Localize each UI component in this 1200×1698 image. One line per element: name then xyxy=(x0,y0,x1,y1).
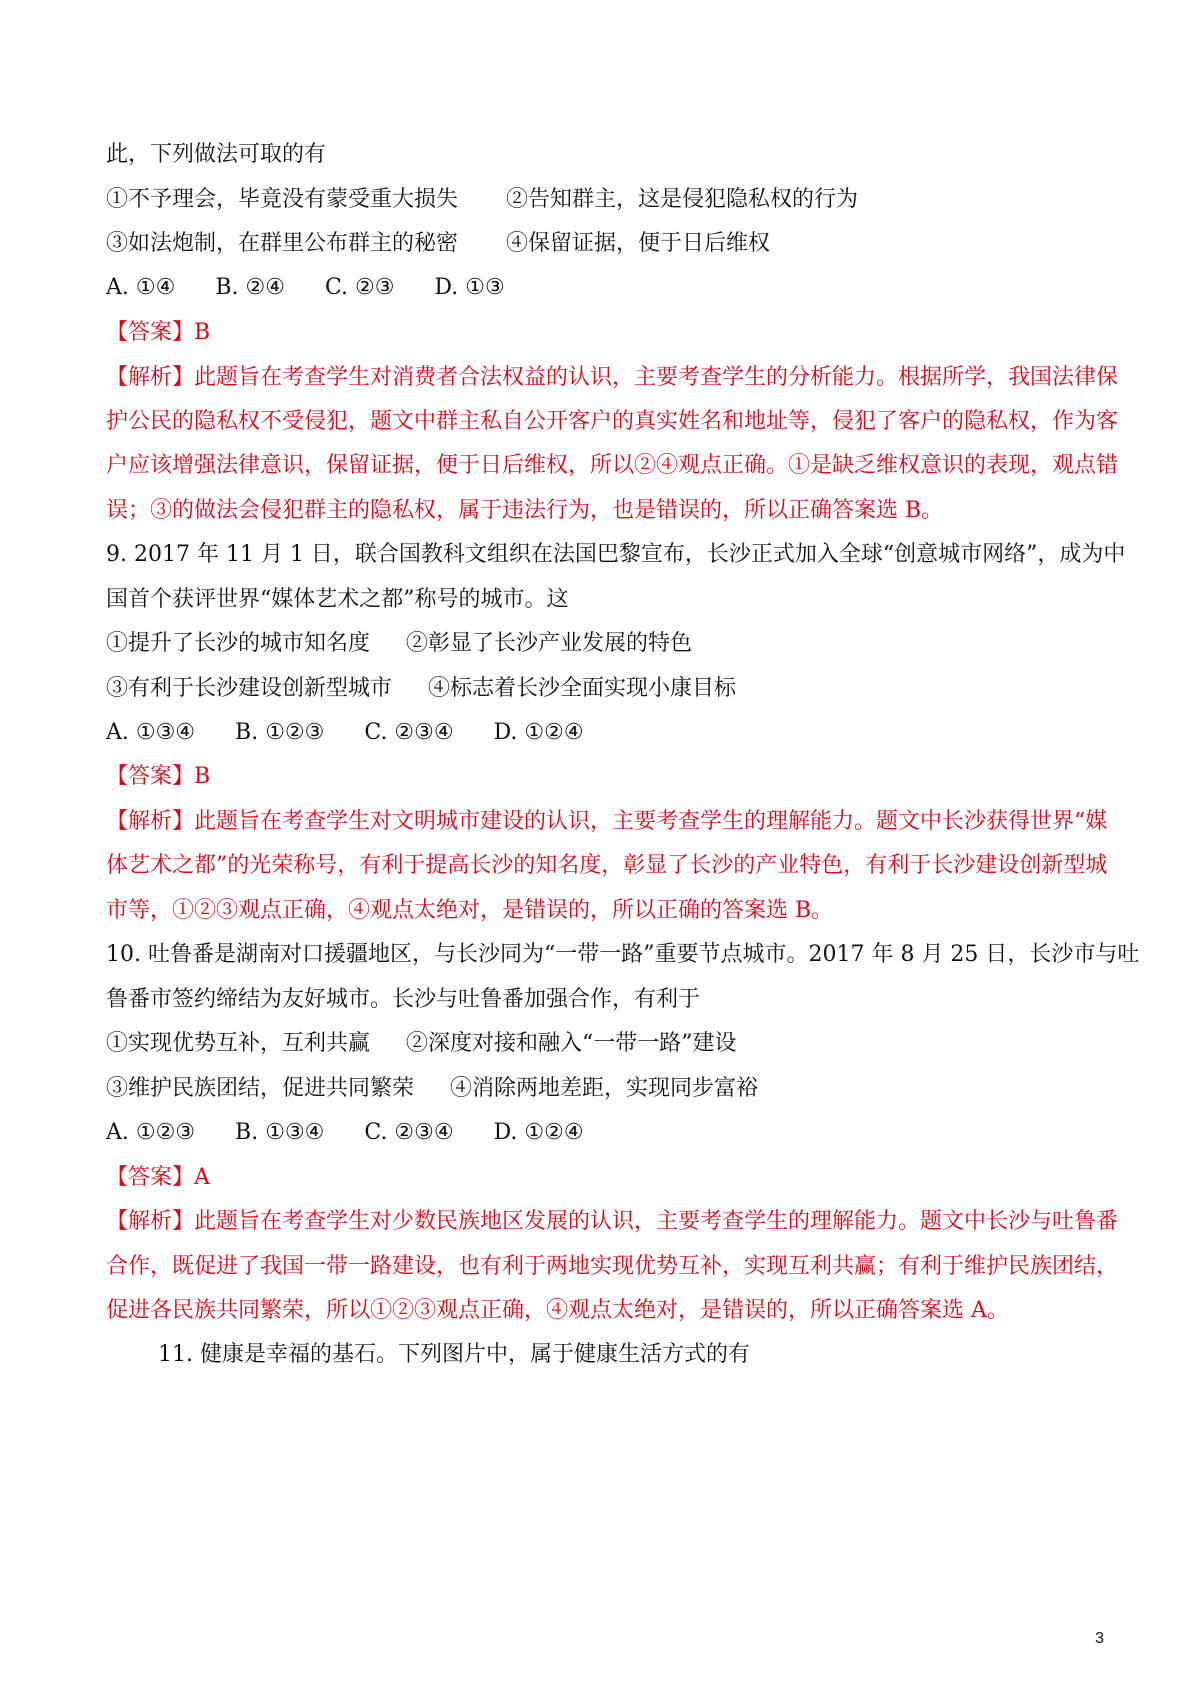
q9-analysis-line-1: 【解析】此题旨在考查学生对文明城市建设的认识，主要考查学生的理解能力。题文中长沙获得世界“媒 xyxy=(106,809,1108,834)
page-number: 3 xyxy=(1095,1630,1104,1647)
q8-analysis-line-4: 误；③的做法会侵犯群主的隐私权，属于违法行为，也是错误的，所以正确答案选 B。 xyxy=(106,498,944,523)
q9-option-1: ①提升了长沙的城市知名度 xyxy=(106,631,371,656)
q9-choice-b: B. ①②③ xyxy=(235,720,325,745)
q9-choice-c: C. ②③④ xyxy=(364,720,454,745)
q8-choice-a: A. ①④ xyxy=(106,275,176,300)
q9-stem-line-1: 9. 2017 年 11 月 1 日，联合国教科文组织在法国巴黎宣布，长沙正式加入全球“创意城市网络”，成为中 xyxy=(106,542,1126,567)
q8-analysis-line-1: 【解析】此题旨在考查学生对消费者合法权益的认识，主要考查学生的分析能力。根据所学，我国法律保 xyxy=(106,365,1119,390)
q10-stem-line-1: 10. 吐鲁番是湖南对口援疆地区，与长沙同为“一带一路”重要节点城市。2017 年 8 月 25 日，长沙市与吐 xyxy=(106,942,1140,967)
q10-choice-a: A. ①②③ xyxy=(106,1120,196,1145)
q8-choice-b: B. ②④ xyxy=(215,275,285,300)
q9-analysis-line-2: 体艺术之都”的光荣称号，有利于提高长沙的知名度，彰显了长沙的产业特色，有利于长沙建设创新型城 xyxy=(106,853,1108,878)
q8-choices xyxy=(106,273,1120,303)
q8-analysis-line-2: 护公民的隐私权不受侵犯，题文中群主私自公开客户的真实姓名和地址等，侵犯了客户的隐私权，作为客 xyxy=(106,409,1119,434)
q9-choice-d: D. ①②④ xyxy=(493,720,584,745)
q9-options-row-1 xyxy=(106,629,1120,659)
q9-choice-a: A. ①③④ xyxy=(106,720,196,745)
q8-options-row-2 xyxy=(106,229,1120,259)
q8-options-row-1 xyxy=(106,185,1120,215)
q8-stem-tail: 此，下列做法可取的有 xyxy=(106,142,327,167)
q8-option-1: ①不予理会，毕竟没有蒙受重大损失 xyxy=(106,187,459,212)
q10-analysis-line-2: 合作，既促进了我国一带一路建设，也有利于两地实现优势互补，实现互利共赢；有利于维护民族团结， xyxy=(106,1254,1119,1279)
q10-choice-d: D. ①②④ xyxy=(493,1120,584,1145)
q8-choice-c: C. ②③ xyxy=(324,275,395,300)
q10-answer: 【答案】A xyxy=(106,1165,210,1190)
q10-analysis-line-1: 【解析】此题旨在考查学生对少数民族地区发展的认识，主要考查学生的理解能力。题文中长沙与吐鲁番 xyxy=(106,1209,1119,1234)
q9-option-3: ③有利于长沙建设创新型城市 xyxy=(106,676,393,701)
q9-stem-line-2: 国首个获评世界“媒体艺术之都”称号的城市。这 xyxy=(106,587,569,612)
q9-choices xyxy=(106,718,1120,748)
q8-choice-d: D. ①③ xyxy=(434,275,505,300)
q9-option-2: ②彰显了长沙产业发展的特色 xyxy=(406,631,693,656)
q10-option-1: ①实现优势互补，互利共赢 xyxy=(106,1031,371,1056)
q8-analysis-line-3: 户应该增强法律意识，保留证据，便于日后维权，所以②④观点正确。①是缺乏维权意识的表现，观点错 xyxy=(106,453,1119,478)
q10-option-2: ②深度对接和融入“一带一路”建设 xyxy=(406,1031,737,1056)
q9-options-row-2 xyxy=(106,674,1120,704)
q10-options-row-1 xyxy=(106,1029,1120,1059)
q9-answer: 【答案】B xyxy=(106,764,211,789)
q10-stem-line-2: 鲁番市签约缔结为友好城市。长沙与吐鲁番加强合作，有利于 xyxy=(106,987,701,1012)
q8-option-4: ④保留证据，便于日后维权 xyxy=(506,231,771,256)
q11-stem: 11. 健康是幸福的基石。下列图片中，属于健康生活方式的有 xyxy=(158,1342,750,1367)
q10-option-3: ③维护民族团结，促进共同繁荣 xyxy=(106,1076,415,1101)
q9-option-4: ④标志着长沙全面实现小康目标 xyxy=(428,676,737,701)
q10-options-row-2 xyxy=(106,1074,1120,1104)
q10-choice-b: B. ①③④ xyxy=(235,1120,325,1145)
q8-answer: 【答案】B xyxy=(106,320,211,345)
q10-choices xyxy=(106,1118,1120,1148)
q10-option-4: ④消除两地差距，实现同步富裕 xyxy=(450,1076,759,1101)
q8-option-3: ③如法炮制，在群里公布群主的秘密 xyxy=(106,231,459,256)
q9-analysis-line-3: 市等，①②③观点正确，④观点太绝对，是错误的，所以正确的答案选 B。 xyxy=(106,898,834,923)
q8-option-2: ②告知群主，这是侵犯隐私权的行为 xyxy=(506,187,859,212)
q10-choice-c: C. ②③④ xyxy=(364,1120,454,1145)
q10-analysis-line-3: 促进各民族共同繁荣，所以①②③观点正确，④观点太绝对，是错误的，所以正确答案选 A。 xyxy=(106,1298,1009,1323)
